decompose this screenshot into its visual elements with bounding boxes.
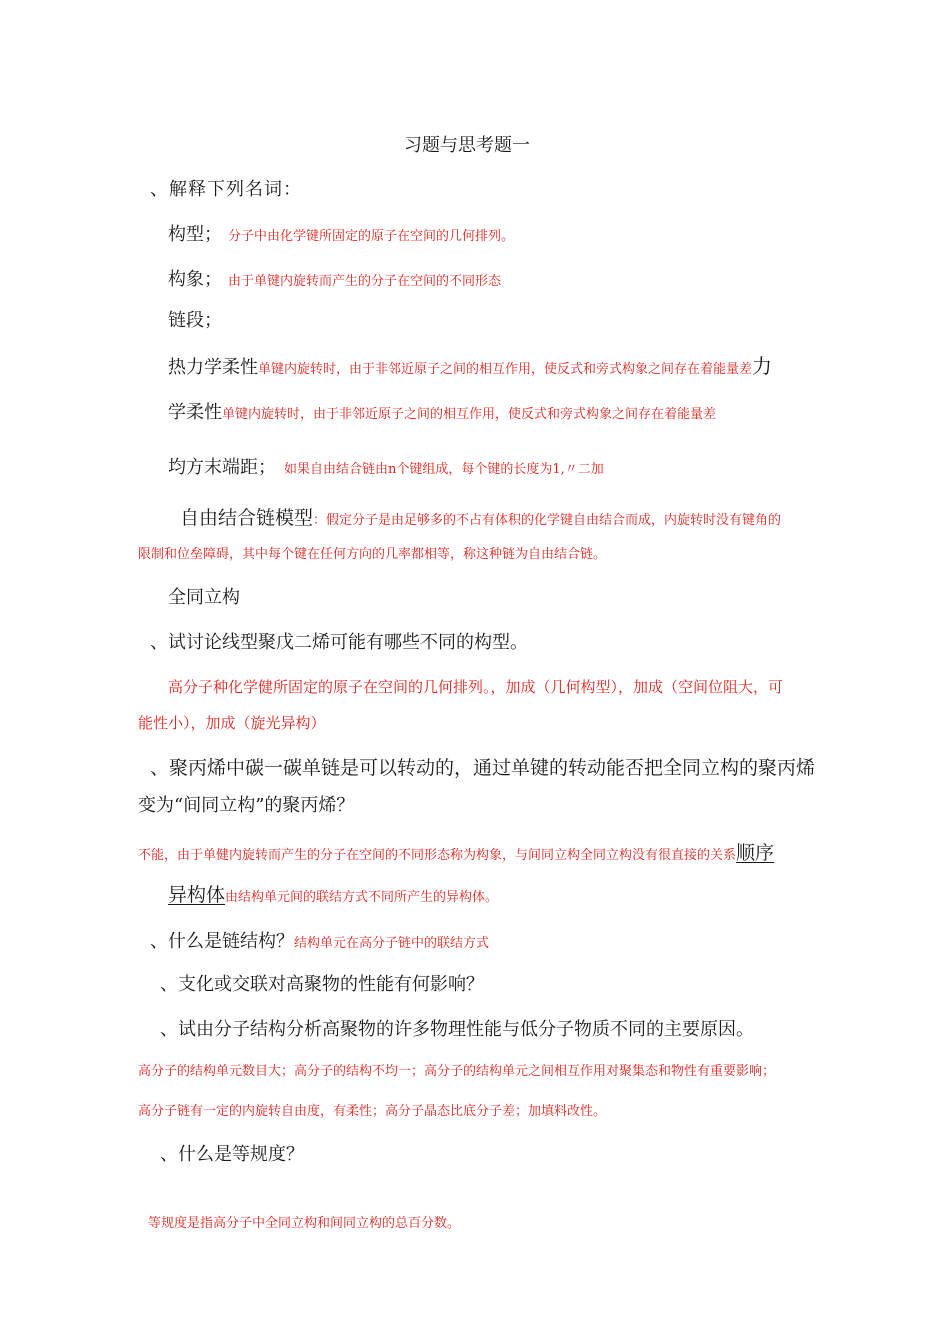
term-label: 构象； — [168, 269, 222, 290]
term-label-continued: 力 — [752, 354, 773, 378]
answer-text: 不能，由于单健内旋转而产生的分子在空间的不同形态称为构象，与间同立构全同立构没有很直接的关系 — [138, 848, 737, 863]
term-gouxiang — [168, 265, 501, 291]
term-quantong-ligou: 全同立构 — [168, 587, 240, 608]
term-shunxu-yigouti — [168, 880, 498, 907]
question-1-prompt: 、解释下列名词： — [150, 179, 302, 200]
term-label: 热力学柔性 — [168, 357, 258, 378]
term-lianduan: 链段； — [168, 310, 222, 331]
question-2-answer-line-1 — [168, 676, 783, 697]
term-ziyou-jiehe-lian — [180, 503, 781, 530]
question-7-prompt: 、什么是等规度？ — [160, 1144, 304, 1165]
question-6-answer-line-2: 高分子链有一定的内旋转自由度，有柔性；高分子晶态比底分子差；加填料改性。 — [138, 1104, 607, 1119]
term-junfang-moduanju — [168, 453, 604, 479]
term-definition: 由结构单元间的联结方式不同所产生的异构体。 — [225, 890, 499, 905]
term-label: 自由结合链模型 — [180, 507, 314, 529]
question-6-answer-line-1: 高分子的结构单元数目大；高分子的结构不均一；高分子的结构单元之间相互作用对聚集态和物性有重要影响； — [138, 1064, 776, 1079]
question-3-prompt-line-1: 、聚丙烯中碳一碳单链是可以转动的，通过单键的转动能否把全同立构的聚丙烯 — [150, 757, 816, 779]
term-definition: 单键内旋转时，由于非邻近原子之间的相互作用，使反式和旁式构象之间存在着能量差 — [222, 407, 717, 422]
term-label: 构型； — [168, 224, 222, 245]
term-label: 异构体 — [168, 884, 226, 906]
question-prompt: 、什么是链结构？ — [150, 931, 294, 952]
term-definition-continued: 限制和位垒障碍，其中每个键在任何方向的几率都相等，称这种链为自由结合链。 — [138, 547, 607, 562]
term-definition: 单键内旋转时，由于非邻近原子之间的相互作用，使反式和旁式构象之间存在着能量差 — [258, 362, 753, 377]
answer-text: 结构单元在高分子链中的联结方式 — [294, 936, 490, 951]
page-title: 习题与思考题一 — [404, 135, 530, 156]
term-xue-rouxing — [168, 398, 716, 424]
question-4 — [150, 927, 489, 953]
question-2-prompt: 、试讨论线型聚戊二烯可能有哪些不同的构型。 — [150, 632, 528, 653]
question-3-answer — [138, 838, 774, 865]
term-gouxing — [168, 220, 514, 246]
term-definition: 分子中由化学键所固定的原子在空间的几何排列。 — [228, 229, 515, 244]
term-definition: ：假定分子是由足够多的不占有体积的化学键自由结合而成，内旋转时没有键角的 — [313, 513, 782, 528]
term-rexue-rouxing — [168, 350, 772, 379]
term-label: 学柔性 — [168, 402, 222, 423]
question-3-prompt-line-2: 变为“间同立构”的聚丙烯？ — [138, 795, 355, 816]
answer-text: 高分子种化学健所固定的原子在空间的几何排列。，加成（几何构型），加成（空间位阻大，可 — [168, 678, 784, 696]
question-5-prompt: 、支化或交联对高聚物的性能有何影响？ — [160, 974, 484, 995]
question-2-answer-line-2: 能性小），加成（旋光异构） — [138, 714, 326, 732]
question-7-answer: 等规度是指高分子中全同立构和间同立构的总百分数。 — [148, 1216, 461, 1231]
term-definition: 如果自由结合链由n个键组成，每个键的长度为1,〃二加 — [284, 462, 604, 477]
term-label: 均方末端距； — [168, 457, 276, 478]
term-label: 顺序 — [736, 842, 775, 864]
term-definition: 由于单键内旋转而产生的分子在空间的不同形态 — [228, 274, 502, 289]
question-6-prompt: 、试由分子结构分析高聚物的许多物理性能与低分子物质不同的主要原因。 — [160, 1019, 754, 1040]
